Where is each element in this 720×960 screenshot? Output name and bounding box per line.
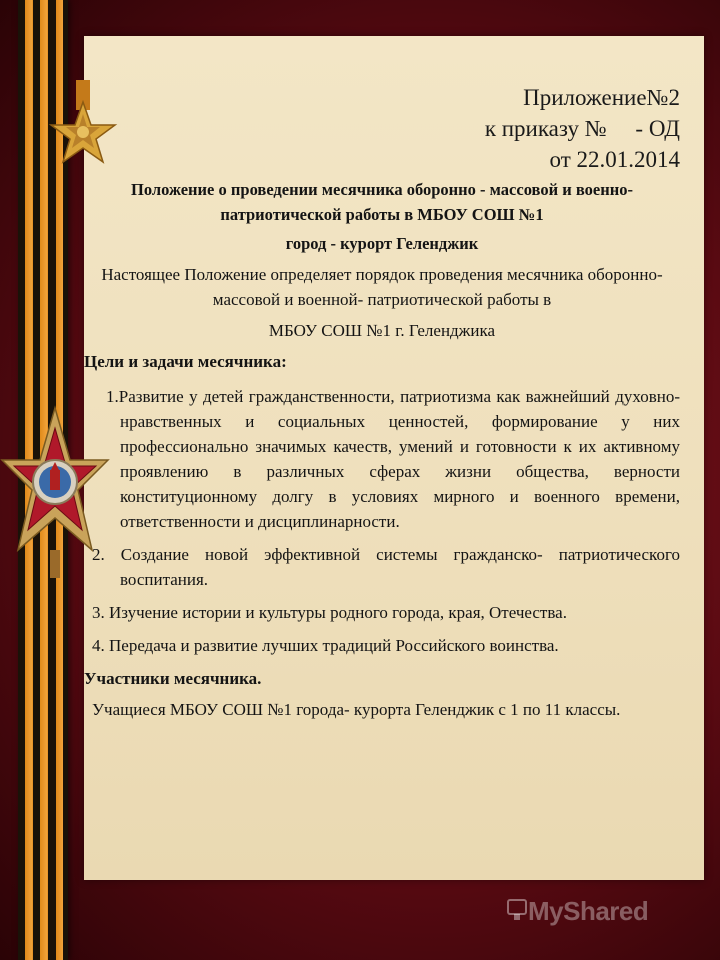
document-content: [84, 82, 680, 722]
order-date: от 22.01.2014: [549, 147, 680, 172]
document-subtitle: город - курорт Геленджик: [285, 234, 479, 253]
order-number: к приказу № - ОД: [484, 116, 680, 141]
appendix-label: Приложение№2: [523, 85, 680, 110]
goal-item-3: 3. Изучение истории и культуры родного города, края, Отечества.: [92, 603, 567, 622]
goals-heading: Цели и задачи месячника:: [84, 352, 287, 371]
intro-school: МБОУ СОШ №1 г. Геленджика: [268, 321, 496, 340]
participants-heading: Участники месячника.: [84, 669, 262, 688]
document-title: Положение о проведении месячника оборонно - массовой и военно- патриотической работы в МБОУ СОШ №1: [131, 180, 633, 224]
participants-text: Учащиеся МБОУ СОШ №1 города- курорта Геленджик с 1 по 11 классы.: [92, 700, 621, 719]
goal-item-1: 1.Развитие у детей гражданственности, патриотизма как важнейший духовно- нравственных и социальных ценностей, формирование у них профессионально значимых качеств, умений и готовности к их активному проявлению в различных сферах жизни общества, верности конституционному долгу в условиях мирного и военного времени, ответственности и дисциплинарности.: [106, 387, 680, 531]
goal-item-2: 2. Создание новой эффективной системы гражданско- патриотического воспитания.: [92, 545, 680, 589]
goal-item-4: 4. Передача и развитие лучших традиций Российского воинства.: [92, 636, 559, 655]
myshared-logo-icon: [506, 896, 528, 924]
watermark: MyShared: [528, 896, 649, 926]
intro-paragraph: Настоящее Положение определяет порядок проведения месячника оборонно-массовой и военной- патриотической работы в: [101, 265, 663, 309]
